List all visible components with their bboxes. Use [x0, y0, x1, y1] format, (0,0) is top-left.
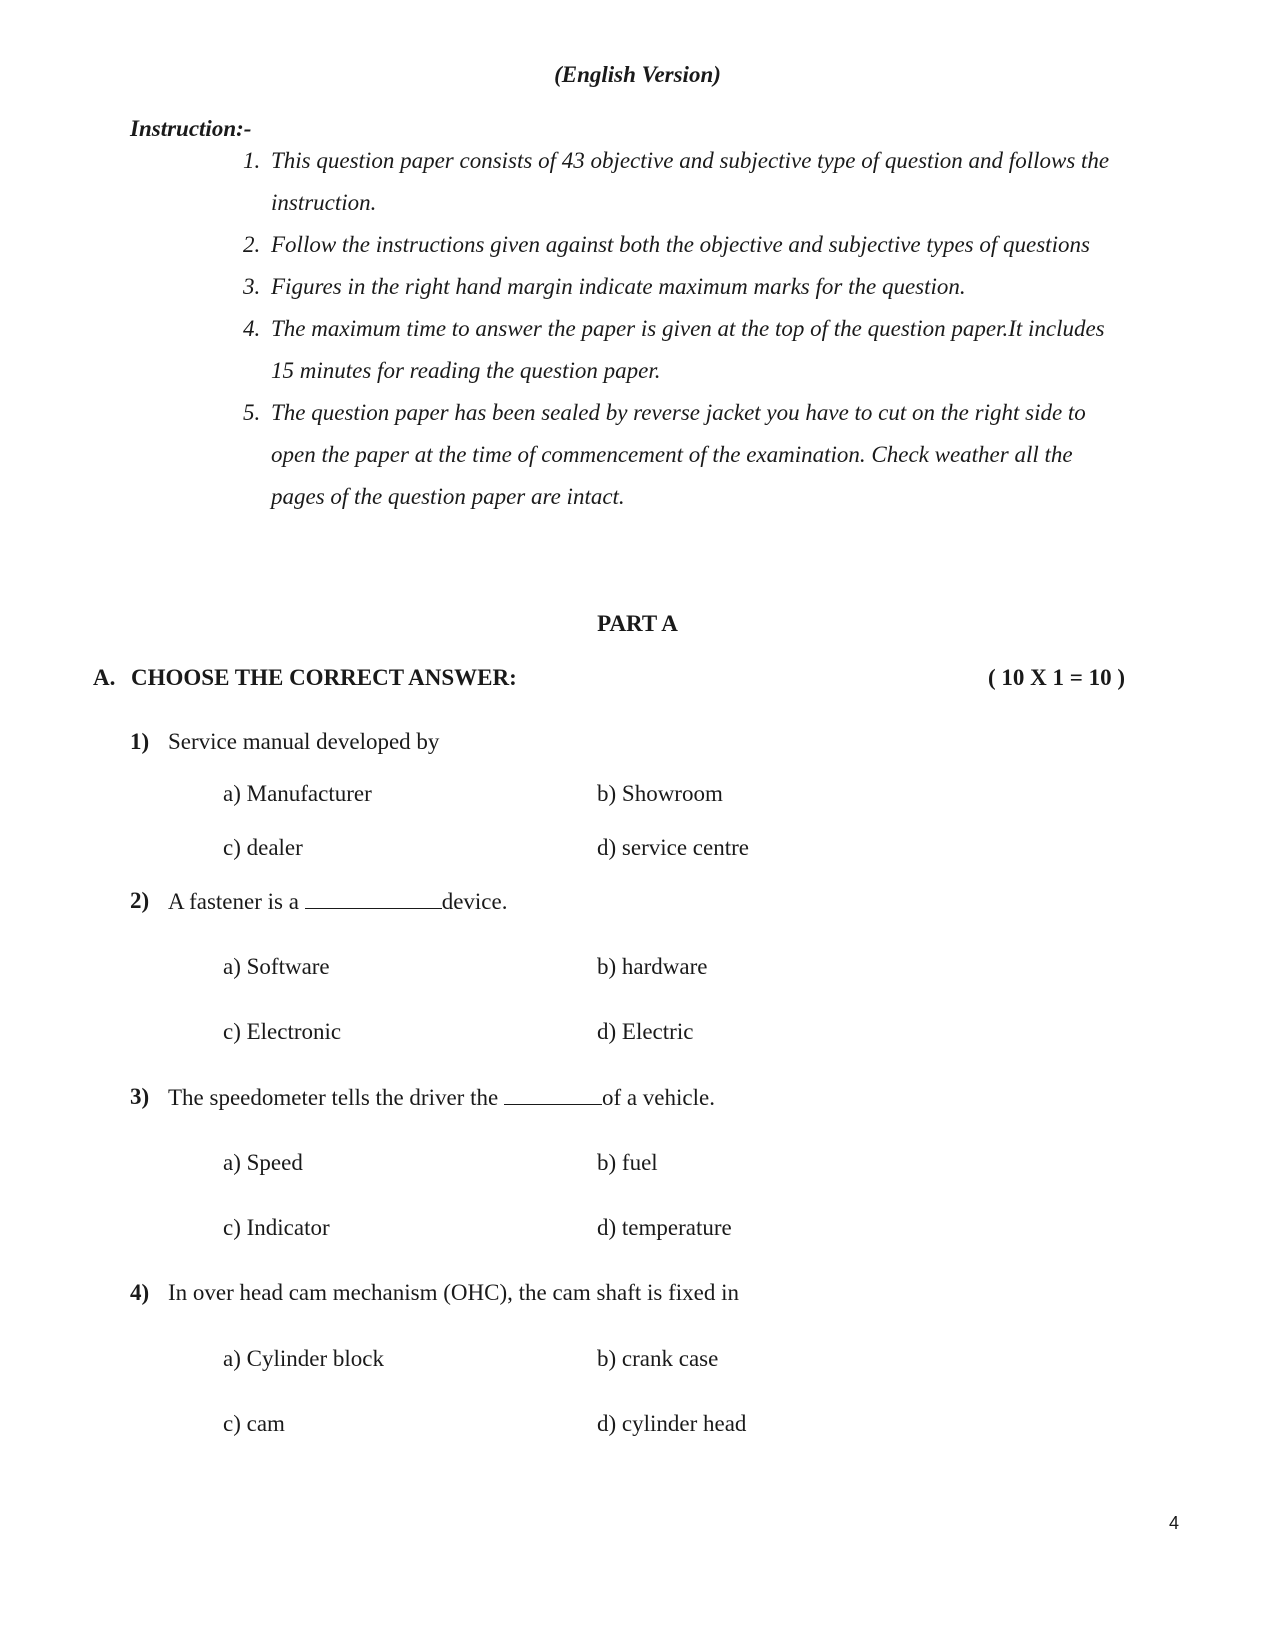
instruction-number: 3.	[243, 274, 261, 299]
instruction-line: This question paper consists of 43 objective and subjective type of question and follows the	[271, 148, 1110, 173]
question-text	[168, 1280, 739, 1306]
question-text-after: device.	[441, 889, 508, 914]
instructions-heading: Instruction:-	[130, 116, 252, 141]
option-a: a) Software	[223, 954, 330, 979]
instruction-line: pages of the question paper are intact.	[271, 484, 625, 509]
question-number: 3)	[130, 1084, 150, 1109]
option-b: b) hardware	[597, 954, 708, 979]
instruction-line: The question paper has been sealed by reverse jacket you have to cut on the right side to	[271, 400, 1086, 425]
question-number: 2)	[130, 888, 150, 913]
answer-blank	[305, 888, 442, 909]
question-text	[168, 1084, 715, 1111]
question-text-before: Service manual developed by	[168, 729, 440, 754]
option-c: c) Indicator	[223, 1215, 330, 1240]
instruction-number: 1.	[243, 148, 261, 173]
instruction-line: instruction.	[271, 190, 377, 215]
option-a: a) Manufacturer	[223, 781, 372, 806]
option-d: d) temperature	[597, 1215, 732, 1240]
answer-blank	[504, 1084, 602, 1105]
option-c: c) Electronic	[223, 1019, 342, 1044]
instruction-line: open the paper at the time of commencement of the examination. Check weather all the	[271, 442, 1073, 467]
option-a: a) Speed	[223, 1150, 303, 1175]
section-letter: A.	[93, 665, 116, 690]
option-d: d) service centre	[597, 835, 749, 860]
question-number: 1)	[130, 729, 150, 754]
question-text-after: of a vehicle.	[601, 1085, 715, 1110]
instruction-line: 15 minutes for reading the question paper.	[271, 358, 661, 383]
option-b: b) crank case	[597, 1346, 719, 1371]
option-b: b) fuel	[597, 1150, 658, 1175]
instruction-line: Figures in the right hand margin indicate maximum marks for the question.	[271, 274, 966, 299]
question-text-before: A fastener is a	[168, 889, 305, 914]
question-text	[168, 888, 507, 915]
instruction-number: 4.	[243, 316, 261, 341]
section-marks: ( 10 X 1 = 10 )	[988, 665, 1126, 690]
version-title: (English Version)	[554, 62, 721, 87]
question-text	[168, 729, 439, 755]
question-text-before: The speedometer tells the driver the	[168, 1085, 504, 1110]
option-b: b) Showroom	[597, 781, 723, 806]
question-number: 4)	[130, 1280, 150, 1305]
question-text-before: In over head cam mechanism (OHC), the cam shaft is fixed in	[168, 1280, 739, 1305]
option-d: d) cylinder head	[597, 1411, 747, 1436]
page-number: 4	[1168, 1513, 1179, 1533]
option-a: a) Cylinder block	[223, 1346, 384, 1371]
option-d: d) Electric	[597, 1019, 694, 1044]
instruction-line: The maximum time to answer the paper is given at the top of the question paper.It includes	[271, 316, 1105, 341]
instruction-number: 2.	[243, 232, 261, 257]
section-title: CHOOSE THE CORRECT ANSWER:	[131, 665, 517, 690]
instruction-number: 5.	[243, 400, 261, 425]
option-c: c) cam	[223, 1411, 285, 1436]
part-title: PART A	[597, 611, 678, 636]
option-c: c) dealer	[223, 835, 303, 860]
instruction-line: Follow the instructions given against both the objective and subjective types of questions	[271, 232, 1090, 257]
